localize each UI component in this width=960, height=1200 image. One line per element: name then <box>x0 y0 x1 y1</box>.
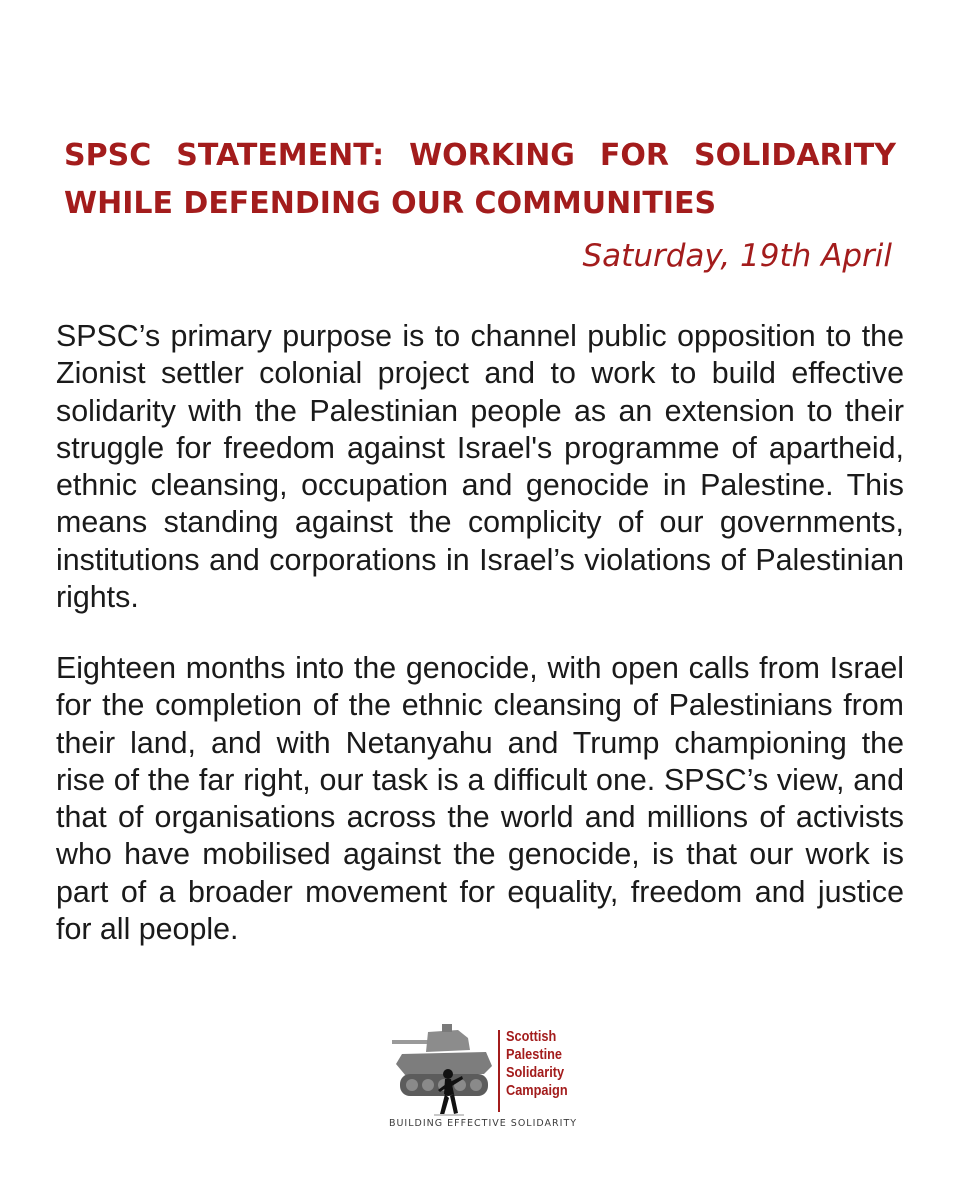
statement-paragraph-2: Eighteen months into the genocide, with open calls from Israel for the completion of the ethnic cleansing of Palestinians from their land, and with Netanyahu and Trump championing the rise of the far right, our task is a difficult one. SPSC’s view, and that of organisations across the world and millions of activists who have mobilised against the genocide, is that our work is part of a broader movement for equality, freedom and justice for all people. <box>56 651 904 947</box>
statement-title: SPSC STATEMENT: WORKING FOR SOLIDARITY WHILE DEFENDING OUR COMMUNITIES <box>64 138 896 221</box>
tank-protester-icon <box>388 1018 496 1122</box>
logo-name-line: Palestine <box>506 1046 562 1063</box>
statement-date: Saturday, 19th April <box>582 238 892 274</box>
logo-organisation-name <box>506 1028 574 1100</box>
statement-paragraph-1: SPSC’s primary purpose is to channel public opposition to the Zionist settler colonial project and to work to build effective solidarity with the Palestinian people as an extension to their struggle for freedom against Israel's programme of apartheid, ethnic cleansing, occupation and genocide in Palestine. This means standing against the complicity of our governments, institutions and corporations in Israel’s violations of Palestinian rights. <box>56 319 904 615</box>
logo-name-line: Campaign <box>506 1082 568 1099</box>
spsc-logo <box>388 1018 578 1138</box>
logo-name-line: Scottish <box>506 1028 557 1045</box>
logo-tagline: BUILDING EFFECTIVE SOLIDARITY <box>388 1118 578 1129</box>
logo-divider <box>498 1030 500 1112</box>
logo-name-line: Solidarity <box>506 1064 565 1081</box>
